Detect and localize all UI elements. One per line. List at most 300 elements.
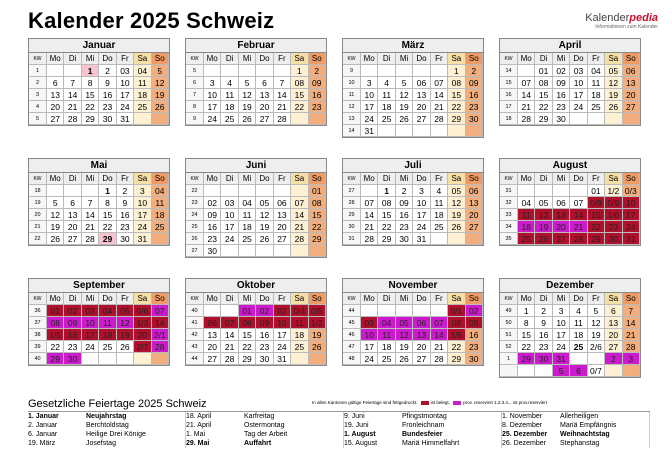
day-cell: 16: [553, 89, 570, 101]
week-number: 45: [343, 317, 361, 329]
weekday-header: Fr: [274, 53, 291, 65]
month-days: [342, 292, 484, 366]
day-cell: 21: [274, 101, 291, 113]
day-cell: 22: [535, 101, 552, 113]
day-cell: [221, 245, 238, 257]
day-cell: 18: [221, 101, 238, 113]
week-number: 28: [343, 197, 361, 209]
week-number: 7: [186, 89, 204, 101]
day-cell: 12: [588, 317, 605, 329]
holiday-row: [186, 412, 343, 421]
day-cell: 04: [152, 185, 169, 197]
day-cell: 13: [466, 197, 483, 209]
day-cell: 16: [309, 89, 326, 101]
day-cell: 16: [64, 329, 81, 341]
day-cell: 20: [466, 209, 483, 221]
day-cell: 19: [396, 101, 413, 113]
day-cell: 9: [117, 197, 134, 209]
day-cell: 05: [396, 317, 413, 329]
day-cell: 22: [378, 221, 395, 233]
week-number: 15: [500, 77, 518, 89]
day-cell: 3: [204, 77, 221, 89]
day-cell: [553, 185, 570, 197]
holiday-row: [28, 439, 185, 448]
day-cell: 10: [82, 317, 99, 329]
day-cell: [605, 365, 622, 377]
weekday-header: Di: [378, 53, 395, 65]
weekday-header: Fr: [431, 173, 448, 185]
day-cell: 0/8: [588, 197, 605, 209]
day-cell: 10: [570, 77, 587, 89]
day-cell: 29: [535, 113, 552, 125]
day-cell: 14: [431, 89, 448, 101]
day-cell: 1/5: [47, 329, 64, 341]
weekday-header: Di: [221, 53, 238, 65]
week-number: 31: [343, 233, 361, 245]
day-cell: [588, 353, 605, 365]
week-number: 12: [343, 101, 361, 113]
day-cell: 4: [221, 77, 238, 89]
day-cell: 27: [274, 233, 291, 245]
holiday-name: Josefstag: [86, 440, 116, 447]
weekday-header: Do: [413, 173, 430, 185]
day-cell: 23: [535, 341, 552, 353]
day-cell: 09: [64, 317, 81, 329]
day-cell: 12: [47, 209, 64, 221]
month-7: [499, 158, 641, 246]
day-cell: 24: [361, 353, 378, 365]
day-cell: 2: [309, 65, 326, 77]
day-cell: 22: [588, 221, 605, 233]
day-cell: 22: [448, 101, 465, 113]
weekday-header: KW: [186, 293, 204, 305]
holidays-list: [28, 411, 650, 448]
week-number: 44: [186, 353, 204, 365]
holiday-name: Karfreitag: [244, 413, 275, 420]
day-cell: [605, 113, 622, 125]
day-cell: 09: [466, 77, 483, 89]
holiday-row: [186, 430, 343, 439]
day-cell: 11: [99, 317, 116, 329]
day-cell: [413, 65, 430, 77]
day-cell: 19: [47, 221, 64, 233]
week-number: 21: [29, 221, 47, 233]
weekday-header: Sa: [448, 53, 465, 65]
week-number: 39: [29, 341, 47, 353]
day-cell: [309, 245, 326, 257]
week-number: 47: [343, 341, 361, 353]
day-cell: 03: [361, 317, 378, 329]
day-cell: 20: [413, 341, 430, 353]
week-number: 1: [500, 353, 518, 365]
holiday-row: [28, 421, 185, 430]
holiday-row: [28, 412, 185, 421]
day-cell: 23: [64, 341, 81, 353]
legend-booked: ist belegt,: [430, 400, 450, 405]
holiday-row: [344, 421, 501, 430]
day-cell: [623, 365, 640, 377]
weekday-header: So: [623, 53, 640, 65]
day-cell: 27: [553, 233, 570, 245]
day-cell: 19: [152, 89, 169, 101]
holiday-name: Mariä Empfängnis: [560, 422, 617, 429]
day-cell: [570, 113, 587, 125]
day-cell: 28: [152, 341, 169, 353]
day-cell: 25: [221, 113, 238, 125]
day-cell: 13: [256, 89, 273, 101]
day-cell: 13: [413, 89, 430, 101]
day-cell: [396, 125, 413, 137]
week-number: 18: [29, 185, 47, 197]
month-title: Mai: [28, 158, 170, 172]
day-cell: 11: [570, 317, 587, 329]
day-cell: 14: [570, 209, 587, 221]
weekday-header: Mi: [239, 293, 256, 305]
day-cell: 6: [256, 77, 273, 89]
day-cell: [466, 125, 483, 137]
week-number: 40: [29, 353, 47, 365]
day-cell: 26: [605, 101, 622, 113]
month-title: Dezember: [499, 278, 641, 292]
weekday-header: KW: [343, 293, 361, 305]
week-number: 1: [29, 65, 47, 77]
day-cell: 21: [431, 101, 448, 113]
month-5: [185, 158, 327, 258]
day-cell: 1/2: [605, 185, 622, 197]
holiday-date: 19. März: [28, 440, 56, 447]
day-cell: 3: [134, 185, 151, 197]
day-cell: [378, 65, 395, 77]
week-number: 8: [186, 101, 204, 113]
holiday-row: [186, 421, 343, 430]
day-cell: 14: [291, 209, 308, 221]
day-cell: 14: [518, 89, 535, 101]
day-cell: 15: [309, 209, 326, 221]
day-cell: 20: [413, 101, 430, 113]
legend-numbered: 1.2.3.4... ist prov.reserviert: [494, 400, 548, 405]
day-cell: 23: [553, 101, 570, 113]
weekday-header: Do: [256, 173, 273, 185]
holiday-column: [186, 412, 344, 448]
day-cell: 5: [47, 197, 64, 209]
day-cell: [152, 113, 169, 125]
week-number: [500, 365, 518, 377]
day-cell: 26: [396, 113, 413, 125]
weekday-header: Mi: [553, 293, 570, 305]
day-cell: [256, 245, 273, 257]
day-cell: 24: [570, 101, 587, 113]
day-cell: 07: [570, 197, 587, 209]
day-cell: 1: [82, 65, 99, 77]
holiday-name: Mariä Himmelfahrt: [402, 440, 460, 447]
day-cell: [518, 185, 535, 197]
weekday-header: Mo: [361, 53, 378, 65]
weekday-header: Fr: [431, 53, 448, 65]
day-cell: 24: [623, 221, 640, 233]
day-cell: 31: [274, 353, 291, 365]
day-cell: 21: [570, 221, 587, 233]
day-cell: 1: [518, 305, 535, 317]
day-cell: 2: [99, 65, 116, 77]
weekday-header: Sa: [291, 173, 308, 185]
weekday-header: Fr: [274, 293, 291, 305]
day-cell: 21: [361, 221, 378, 233]
month-3: [499, 38, 641, 126]
day-cell: 30: [256, 353, 273, 365]
day-cell: [570, 185, 587, 197]
day-cell: 29: [588, 233, 605, 245]
day-cell: 21: [64, 101, 81, 113]
day-cell: 24: [413, 221, 430, 233]
weekday-header: Di: [535, 173, 552, 185]
month-title: Oktober: [185, 278, 327, 292]
day-cell: 1/6: [605, 209, 622, 221]
holiday-name: Allerheiligen: [560, 413, 599, 420]
day-cell: 24: [117, 101, 134, 113]
weekday-header: Sa: [291, 293, 308, 305]
day-cell: [291, 185, 308, 197]
weekday-header: So: [623, 293, 640, 305]
weekday-header: Mi: [553, 53, 570, 65]
day-cell: [309, 353, 326, 365]
day-cell: 05: [117, 305, 134, 317]
holiday-name: Pfingstmontag: [402, 413, 447, 420]
day-cell: 06: [413, 77, 430, 89]
day-cell: 17: [413, 209, 430, 221]
holiday-date: 25. Dezember: [502, 431, 548, 438]
week-number: 14: [343, 125, 361, 137]
week-number: 16: [500, 89, 518, 101]
day-cell: [291, 245, 308, 257]
logo-text-b: pedia: [629, 12, 658, 24]
legend-provisional: prov. reserviert: [463, 400, 493, 405]
month-days: [185, 172, 327, 258]
day-cell: 28: [274, 113, 291, 125]
holiday-date: 9. Juni: [344, 413, 365, 420]
logo-subtitle: Informationen zum Kalender: [595, 24, 658, 30]
weekday-header: KW: [186, 53, 204, 65]
day-cell: 28: [64, 113, 81, 125]
day-cell: 11: [239, 209, 256, 221]
day-cell: 09: [553, 77, 570, 89]
day-cell: 09: [256, 317, 273, 329]
day-cell: 10: [413, 197, 430, 209]
day-cell: 30: [117, 233, 134, 245]
day-cell: 16: [466, 329, 483, 341]
day-cell: 27: [623, 101, 640, 113]
week-number: 37: [29, 317, 47, 329]
day-cell: [396, 65, 413, 77]
kalenderpedia-logo[interactable]: [585, 12, 658, 30]
day-cell: 19: [117, 329, 134, 341]
page-title: Kalender 2025 Schweiz: [28, 8, 275, 33]
day-cell: 11: [518, 209, 535, 221]
week-number: 6: [186, 77, 204, 89]
day-cell: [518, 365, 535, 377]
month-11: [499, 278, 641, 378]
day-cell: [117, 353, 134, 365]
week-number: 14: [500, 65, 518, 77]
day-cell: 13: [47, 89, 64, 101]
holiday-name: Fronleichnam: [402, 422, 445, 429]
day-cell: 1: [448, 65, 465, 77]
day-cell: 27: [256, 113, 273, 125]
holiday-column: [28, 412, 186, 448]
day-cell: [361, 185, 378, 197]
day-cell: 13: [204, 329, 221, 341]
day-cell: 30: [204, 245, 221, 257]
day-cell: 29: [309, 233, 326, 245]
weekday-header: Do: [570, 53, 587, 65]
day-cell: 20: [134, 329, 151, 341]
week-number: 40: [186, 305, 204, 317]
weekday-header: Di: [64, 53, 81, 65]
week-number: 41: [186, 317, 204, 329]
day-cell: 17: [553, 329, 570, 341]
holiday-column: [502, 412, 650, 448]
day-cell: 19: [309, 329, 326, 341]
weekday-header: KW: [500, 293, 518, 305]
week-number: 30: [343, 221, 361, 233]
day-cell: [378, 305, 395, 317]
day-cell: 21: [518, 101, 535, 113]
day-cell: 20: [623, 89, 640, 101]
day-cell: 9: [535, 317, 552, 329]
week-number: 38: [29, 329, 47, 341]
weekday-header: Mo: [518, 53, 535, 65]
day-cell: 29: [239, 353, 256, 365]
day-cell: 12: [239, 89, 256, 101]
legend-note: In allen Kantonen gültige Feiertage sind fettgedruckt.: [312, 400, 418, 405]
day-cell: 11: [378, 89, 395, 101]
day-cell: 15: [588, 209, 605, 221]
day-cell: 0/1: [448, 305, 465, 317]
day-cell: 15: [82, 89, 99, 101]
day-cell: 7: [274, 77, 291, 89]
week-number: 20: [29, 209, 47, 221]
holiday-row: [186, 439, 343, 448]
day-cell: 17: [117, 89, 134, 101]
day-cell: 21: [221, 341, 238, 353]
week-number: 10: [343, 77, 361, 89]
day-cell: 25: [588, 101, 605, 113]
weekday-header: Sa: [448, 173, 465, 185]
day-cell: 19: [535, 221, 552, 233]
holiday-date: 1. August: [344, 431, 376, 438]
holiday-date: 18. April: [186, 413, 212, 420]
day-cell: 14: [274, 89, 291, 101]
day-cell: 05: [256, 197, 273, 209]
day-cell: 22: [518, 341, 535, 353]
weekday-header: KW: [29, 173, 47, 185]
day-cell: [413, 125, 430, 137]
day-cell: 19: [396, 341, 413, 353]
week-number: 23: [186, 197, 204, 209]
weekday-header: Di: [378, 293, 395, 305]
day-cell: 30: [99, 113, 116, 125]
weekday-header: So: [152, 173, 169, 185]
day-cell: 21: [623, 329, 640, 341]
day-cell: 30: [466, 113, 483, 125]
weekday-header: Di: [221, 293, 238, 305]
day-cell: 21: [431, 341, 448, 353]
day-cell: 11: [291, 317, 308, 329]
day-cell: [64, 65, 81, 77]
day-cell: 16: [204, 221, 221, 233]
holiday-row: [502, 430, 649, 439]
month-0: [28, 38, 170, 126]
weekday-header: Mo: [204, 173, 221, 185]
holidays-title: Gesetzliche Feiertage 2025 Schweiz: [28, 398, 207, 410]
holiday-row: [28, 430, 185, 439]
day-cell: 2: [117, 185, 134, 197]
holiday-name: Stephanstag: [560, 440, 600, 447]
day-cell: 19: [448, 209, 465, 221]
day-cell: 22: [99, 221, 116, 233]
day-cell: 17: [134, 209, 151, 221]
day-cell: 25: [378, 353, 395, 365]
day-cell: 28: [518, 113, 535, 125]
day-cell: 03: [82, 305, 99, 317]
day-cell: 27: [413, 353, 430, 365]
day-cell: 16: [396, 209, 413, 221]
day-cell: 4: [570, 305, 587, 317]
day-cell: 02: [553, 65, 570, 77]
holiday-name: Weihnachtstag: [560, 431, 610, 438]
day-cell: 04: [239, 197, 256, 209]
weekday-header: Di: [535, 293, 552, 305]
day-cell: 5: [553, 365, 570, 377]
week-number: 17: [500, 101, 518, 113]
day-cell: 16: [99, 89, 116, 101]
day-cell: 06: [413, 317, 430, 329]
weekday-header: Fr: [117, 173, 134, 185]
day-cell: 13: [553, 209, 570, 221]
weekday-header: Mo: [361, 293, 378, 305]
day-cell: 10: [134, 197, 151, 209]
day-cell: 13: [274, 209, 291, 221]
holiday-date: 21. April: [186, 422, 212, 429]
day-cell: 01: [239, 305, 256, 317]
logo-text-a: Kalender: [585, 12, 630, 24]
day-cell: 27: [47, 113, 64, 125]
weekday-header: Mo: [47, 293, 64, 305]
weekday-header: So: [623, 173, 640, 185]
month-days: [185, 52, 327, 126]
day-cell: 7: [623, 305, 640, 317]
day-cell: 02: [64, 305, 81, 317]
day-cell: 26: [396, 353, 413, 365]
day-cell: 2: [466, 65, 483, 77]
day-cell: 28: [221, 353, 238, 365]
day-cell: 20: [274, 221, 291, 233]
week-number: 13: [343, 113, 361, 125]
day-cell: 17: [623, 209, 640, 221]
month-9: [185, 278, 327, 366]
month-title: April: [499, 38, 641, 52]
day-cell: 1: [378, 185, 395, 197]
day-cell: 04: [518, 197, 535, 209]
month-title: Juni: [185, 158, 327, 172]
day-cell: 30: [396, 233, 413, 245]
day-cell: 1/3: [134, 317, 151, 329]
day-cell: 17: [361, 101, 378, 113]
day-cell: 10: [361, 89, 378, 101]
day-cell: 14: [623, 317, 640, 329]
day-cell: 2/7: [134, 341, 151, 353]
day-cell: 26: [117, 341, 134, 353]
day-cell: 27: [605, 341, 622, 353]
